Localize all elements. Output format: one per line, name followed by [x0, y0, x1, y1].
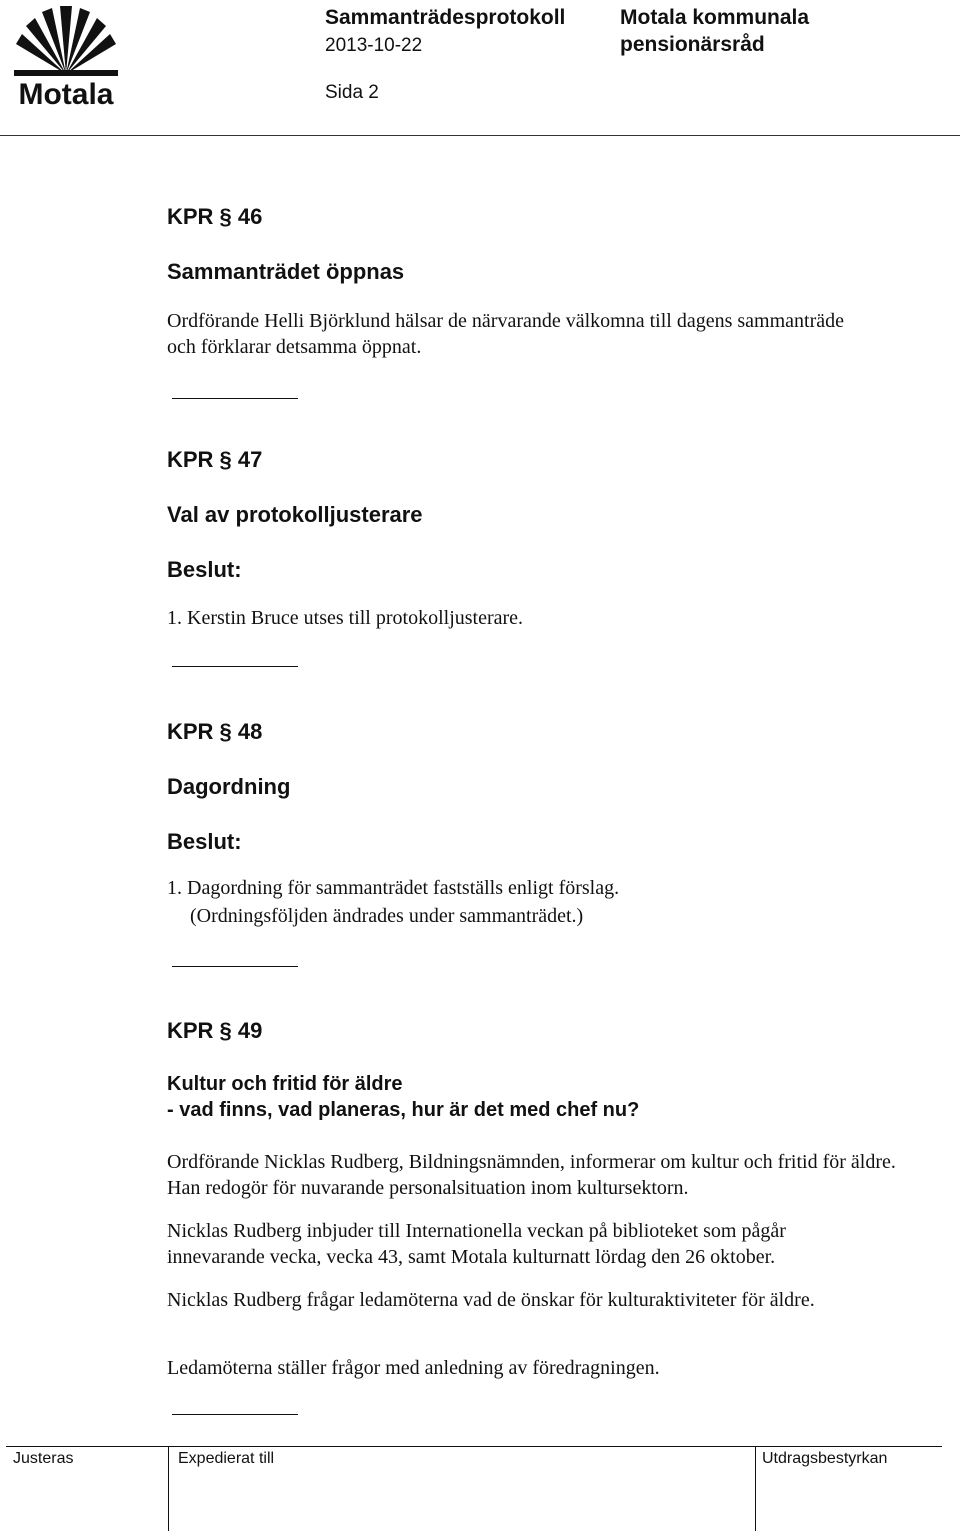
document-title: Sammanträdesprotokoll [325, 6, 566, 29]
footer-column-divider [755, 1446, 756, 1531]
decision-item: 1. Dagordning för sammanträdet fastställs enligt förslag. [167, 877, 620, 899]
section-title: Dagordning [167, 774, 291, 799]
page-number: Sida 2 [325, 82, 379, 103]
decision-item-note: (Ordningsföljden ändrades under sammanträdet.) [190, 905, 584, 927]
section-title-line2: - vad finns, vad planeras, hur är det med chef nu? [167, 1099, 640, 1121]
section-separator [172, 398, 298, 399]
section-separator [172, 966, 298, 967]
footer-top-rule [6, 1446, 942, 1447]
section-paragraph: Ordförande Helli Björklund hälsar de närvarande välkomna till dagens sammanträde och förklarar detsamma öppnat. [167, 310, 844, 358]
footer-justeras-label: Justeras [13, 1450, 74, 1467]
section-number: KPR § 49 [167, 1018, 263, 1043]
section-title: Val av protokolljusterare [167, 502, 423, 527]
footer-expedierat-label: Expedierat till [178, 1450, 275, 1467]
motala-logo [8, 4, 124, 108]
section-paragraph: Nicklas Rudberg inbjuder till Internationella veckan på biblioteket som pågår innevarande vecka, vecka 43, samt Motala kulturnatt lördag den 26 oktober. [167, 1220, 786, 1268]
meeting-date: 2013-10-22 [325, 35, 423, 56]
header-divider [0, 135, 960, 136]
organization-name-line2: pensionärsråd [620, 33, 765, 56]
decision-item: 1. Kerstin Bruce utses till protokolljusterare. [167, 607, 524, 629]
section-paragraph: Nicklas Rudberg frågar ledamöterna vad de önskar för kulturaktiviteter för äldre. [167, 1289, 815, 1311]
section-title-line1: Kultur och fritid för äldre [167, 1073, 403, 1095]
section-number: KPR § 48 [167, 719, 263, 744]
logo-wordmark: Motala [18, 78, 114, 108]
section-number: KPR § 47 [167, 447, 263, 472]
organization-name-line1: Motala kommunala [620, 6, 810, 29]
footer-column-divider [168, 1446, 169, 1531]
footer-utdragsbestyrkan-label: Utdragsbestyrkan [762, 1450, 888, 1467]
decision-label: Beslut: [167, 829, 242, 854]
section-title: Sammanträdet öppnas [167, 259, 405, 284]
decision-label: Beslut: [167, 557, 242, 582]
section-paragraph: Ledamöterna ställer frågor med anledning av föredragningen. [167, 1357, 660, 1379]
section-number: KPR § 46 [167, 204, 263, 229]
section-paragraph: Ordförande Nicklas Rudberg, Bildningsnämnden, informerar om kultur och fritid för äldre. Han redogör för nuvarande personalsituation inom kultursektorn. [167, 1151, 896, 1199]
section-separator [172, 1414, 298, 1415]
section-separator [172, 666, 298, 667]
